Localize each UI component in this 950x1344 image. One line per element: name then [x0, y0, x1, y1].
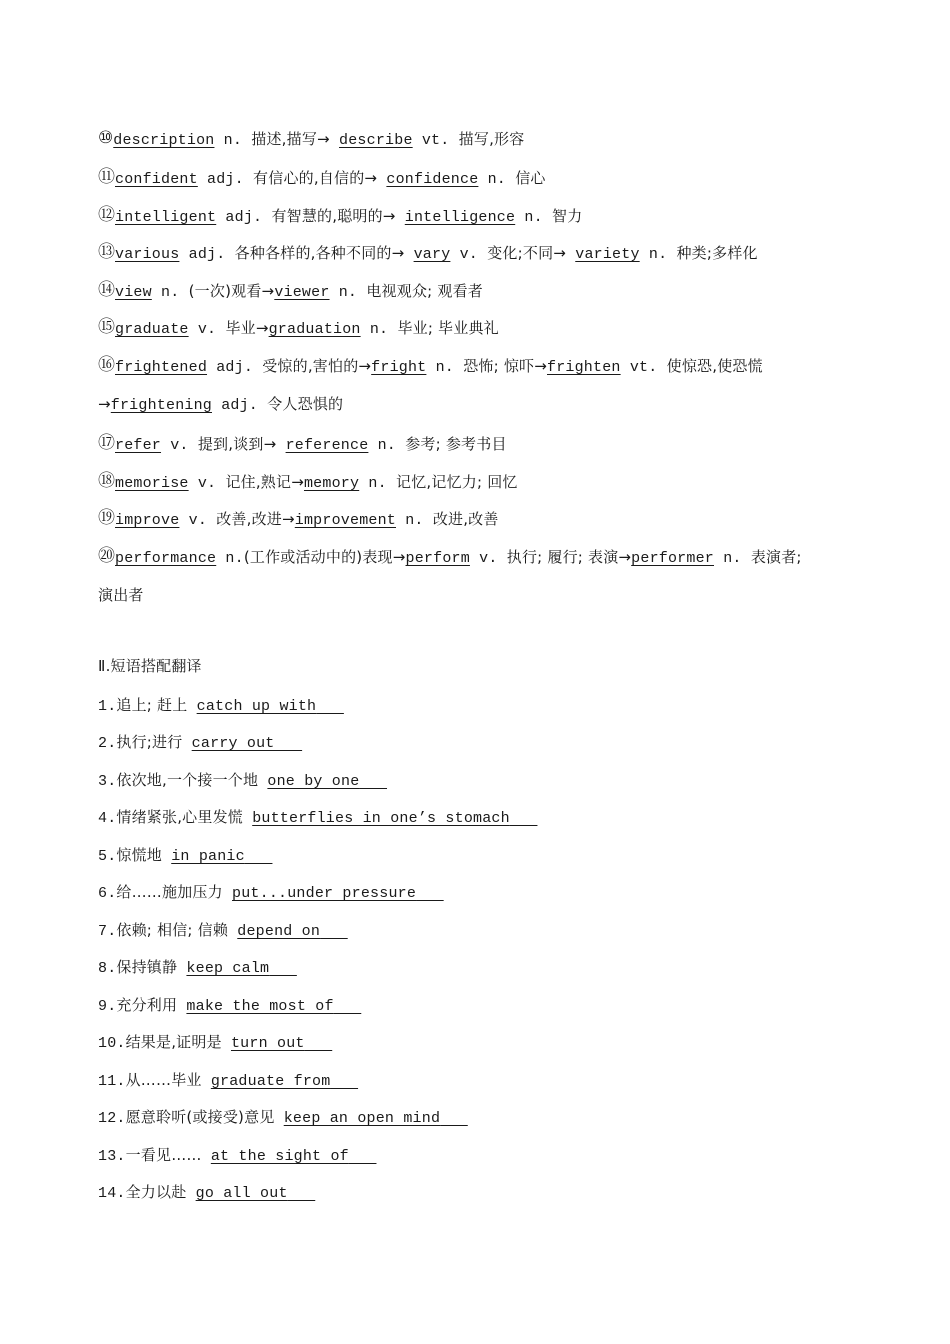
blank-tail [305, 1034, 333, 1054]
meaning: 令人恐惧的 [267, 395, 344, 413]
part-of-speech: n. [524, 209, 543, 226]
item-number: ⑲ [98, 508, 114, 528]
item-number: ⑳ [98, 546, 114, 566]
part-of-speech: v. [459, 246, 479, 263]
meaning: 提到,谈到→ [197, 435, 277, 453]
part-of-speech: v. [479, 550, 498, 567]
part-of-speech: adj. [188, 246, 226, 263]
phrase-answer: put...under pressure [232, 885, 417, 902]
part-of-speech: n. [377, 437, 397, 454]
phrase-chinese: 保持镇静 [116, 958, 178, 976]
part-of-speech: n. [435, 359, 454, 376]
vocab-item [98, 433, 507, 456]
blank-tail [334, 997, 362, 1017]
blank-tail [288, 1184, 316, 1204]
phrase-item [98, 882, 444, 904]
meaning: 有智慧的,聪明的→ [271, 207, 396, 225]
phrase-chinese: 一看见…… [125, 1146, 202, 1164]
phrase-number: 6. [98, 885, 117, 902]
section-title: Ⅱ.短语搭配翻译 [98, 657, 202, 675]
phrase-number: 11. [98, 1073, 126, 1090]
derived-word: reference [285, 437, 369, 454]
meaning: 改善,改进→ [216, 510, 295, 528]
part-of-speech: n. [161, 284, 180, 301]
meaning: 改进,改善 [432, 510, 499, 528]
meaning: 信心 [515, 169, 546, 187]
part-of-speech: n. [223, 132, 243, 149]
phrase-answer: keep calm [186, 960, 270, 977]
part-of-speech: n. [723, 550, 742, 567]
part-of-speech: v. [188, 512, 208, 529]
phrase-item [98, 1145, 376, 1167]
phrase-number: 3. [98, 773, 117, 790]
part-of-speech: vt. [629, 359, 658, 376]
phrase-answer: at the sight of [210, 1148, 349, 1165]
phrase-number: 1. [98, 698, 117, 715]
part-of-speech: v. [197, 475, 217, 492]
derived-word: performer [631, 550, 714, 567]
meaning: 描写,形容 [458, 130, 525, 148]
item-number: ⑬ [98, 242, 114, 262]
phrase-item [98, 1070, 358, 1092]
part-of-speech: n. [338, 284, 358, 301]
meaning: 有信心的,自信的→ [253, 169, 378, 187]
phrase-number: 13. [98, 1148, 126, 1165]
headword: graduate [115, 321, 189, 338]
part-of-speech: n. [487, 171, 507, 188]
vocab-item-continuation [98, 394, 343, 416]
meaning: 恐怖; 惊吓→ [463, 357, 547, 375]
part-of-speech: v. [170, 437, 189, 454]
phrase-item [98, 695, 344, 717]
phrase-chinese: 愿意聆听(或接受)意见 [125, 1108, 275, 1126]
item-number: ⑫ [98, 205, 114, 225]
phrase-number: 12. [98, 1110, 126, 1127]
phrase-number: 4. [98, 810, 117, 827]
part-of-speech: vt. [421, 132, 450, 149]
vocab-item [98, 280, 483, 303]
derived-word: vary [413, 246, 451, 263]
phrase-answer: graduate from [210, 1073, 331, 1090]
derived-word: perform [405, 550, 470, 567]
vocab-item [98, 128, 524, 151]
derived-word: variety [575, 246, 640, 263]
phrase-item [98, 807, 537, 829]
phrase-number: 7. [98, 923, 117, 940]
vocab-item [98, 508, 499, 531]
derived-word: memory [303, 475, 360, 492]
item-number: ⑪ [98, 167, 114, 187]
phrase-item [98, 1032, 332, 1054]
phrase-answer: catch up with [196, 698, 317, 715]
vocab-item [98, 242, 758, 265]
phrase-answer: carry out [191, 735, 275, 752]
part-of-speech: n. [225, 550, 244, 567]
derived-word: fright [371, 359, 427, 376]
part-of-speech: adj. [207, 171, 244, 188]
meaning: 各种各样的,各种不同的→ [234, 244, 405, 262]
derived-word: improvement [294, 512, 396, 529]
phrase-chinese: 全力以赴 [125, 1183, 187, 1201]
part-of-speech: n. [648, 246, 668, 263]
item-number: ⑯ [98, 355, 114, 375]
part-of-speech: n. [405, 512, 424, 529]
part-of-speech: adj. [216, 359, 254, 376]
derived-word: viewer [274, 284, 330, 301]
part-of-speech: adj. [225, 209, 263, 226]
meaning: 使惊恐,使恐慌 [666, 357, 763, 375]
blank-tail [440, 1109, 468, 1129]
meaning: 智力 [552, 207, 583, 225]
phrase-item [98, 732, 302, 754]
phrase-number: 5. [98, 848, 117, 865]
headword: frightened [115, 359, 208, 376]
blank-tail [245, 847, 273, 867]
item-number: ⑮ [98, 317, 114, 337]
meaning: 演出者 [98, 586, 144, 604]
arrow: → [98, 395, 111, 413]
vocab-item [98, 355, 763, 378]
blank-tail [320, 922, 348, 942]
phrase-answer: go all out [195, 1185, 288, 1202]
meaning: 变化;不同→ [487, 244, 567, 262]
blank-tail [330, 1072, 358, 1092]
phrase-item [98, 845, 272, 867]
derived-word: describe [339, 132, 413, 149]
part-of-speech: adj. [221, 397, 259, 414]
blank-tail [510, 809, 538, 829]
derived-word: confidence [386, 171, 479, 188]
derived-word: graduation [268, 321, 361, 338]
blank-tail [349, 1147, 377, 1167]
meaning: 记住,熟记→ [225, 473, 304, 491]
meaning: 表演者; [750, 548, 802, 566]
blank-tail [269, 959, 297, 979]
phrase-chinese: 情绪紧张,心里发慌 [116, 808, 243, 826]
item-number: ⑩ [98, 128, 113, 148]
part-of-speech: n. [368, 475, 387, 492]
headword: improve [115, 512, 180, 529]
headword: refer [115, 437, 162, 454]
headword: confident [115, 171, 198, 188]
phrase-chinese: 追上; 赶上 [116, 696, 188, 714]
phrase-item [98, 995, 361, 1017]
phrase-answer: in panic [171, 848, 245, 865]
phrase-chinese: 从……毕业 [125, 1071, 202, 1089]
phrase-item [98, 920, 348, 942]
meaning: 受惊的,害怕的→ [262, 357, 372, 375]
phrase-item [98, 957, 297, 979]
part-of-speech: v. [197, 321, 217, 338]
headword: memorise [115, 475, 189, 492]
meaning: (工作或活动中的)表现→ [243, 548, 406, 566]
vocab-item [98, 546, 802, 569]
meaning: 毕业; 毕业典礼 [397, 319, 499, 337]
phrase-answer: depend on [237, 923, 321, 940]
part-of-speech: n. [369, 321, 389, 338]
blank-tail [316, 697, 344, 717]
phrase-number: 10. [98, 1035, 126, 1052]
meaning: 毕业→ [225, 319, 269, 337]
blank-tail [416, 884, 444, 904]
vocab-item [98, 317, 499, 340]
headword: description [113, 132, 215, 149]
blank-tail [275, 734, 303, 754]
meaning: 参考; 参考书目 [405, 435, 507, 453]
item-number: ⑱ [98, 471, 114, 491]
blank-tail [359, 772, 387, 792]
phrase-chinese: 充分利用 [116, 996, 178, 1014]
phrase-answer: keep an open mind [283, 1110, 441, 1127]
phrase-item [98, 770, 387, 792]
phrase-number: 2. [98, 735, 117, 752]
derived-word: intelligence [404, 209, 516, 226]
phrase-chinese: 惊慌地 [116, 846, 163, 864]
phrase-chinese: 给……施加压力 [116, 883, 223, 901]
phrase-answer: turn out [230, 1035, 305, 1052]
headword: performance [115, 550, 217, 567]
meaning: 执行; 履行; 表演→ [506, 548, 632, 566]
headword: intelligent [115, 209, 217, 226]
phrase-chinese: 依赖; 相信; 信赖 [116, 921, 229, 939]
derived-word: frighten [547, 359, 621, 376]
phrase-number: 8. [98, 960, 117, 977]
vocab-item [98, 167, 546, 190]
headword: various [115, 246, 180, 263]
phrase-answer: one by one [267, 773, 360, 790]
phrase-chinese: 依次地,一个接一个地 [116, 771, 259, 789]
phrase-answer: butterflies in one’s stomach [252, 810, 510, 827]
phrase-number: 9. [98, 998, 117, 1015]
meaning: 记忆,记忆力; 回忆 [396, 473, 518, 491]
item-number: ⑭ [98, 280, 114, 300]
phrase-number: 14. [98, 1185, 126, 1202]
meaning: 种类;多样化 [676, 244, 758, 262]
derived-word: frightening [110, 397, 212, 414]
vocab-item [98, 205, 582, 228]
vocab-item [98, 471, 518, 494]
phrase-answer: make the most of [186, 998, 334, 1015]
meaning: 描述,描写→ [251, 130, 330, 148]
meaning: 电视观众; 观看者 [366, 282, 483, 300]
headword: view [115, 284, 152, 301]
phrase-item [98, 1107, 468, 1129]
phrase-chinese: 执行;进行 [116, 733, 183, 751]
item-number: ⑰ [98, 433, 114, 453]
phrase-chinese: 结果是,证明是 [125, 1033, 222, 1051]
meaning: (一次)观看→ [188, 282, 275, 300]
vocab-item-continuation [98, 585, 144, 607]
phrase-item [98, 1182, 315, 1204]
